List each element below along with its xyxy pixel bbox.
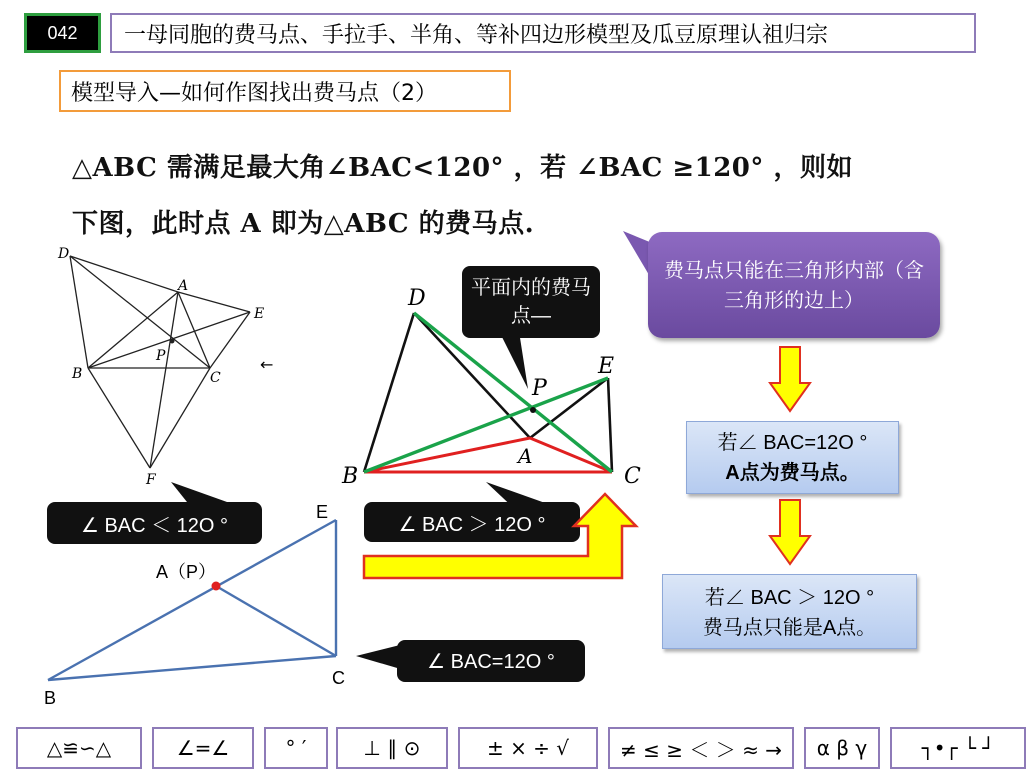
toolbar-btn-right-angle[interactable]: ┐•┌ └ ┘: [890, 727, 1026, 769]
down-arrow-1-icon: [768, 345, 812, 415]
edge-BA: [364, 438, 533, 472]
diagram-left: [50, 240, 290, 490]
edge-DA: [70, 256, 178, 292]
edge-BC: [48, 656, 336, 680]
label-D: D: [408, 286, 426, 311]
label-C: C: [332, 668, 345, 688]
label-B: B: [342, 464, 359, 489]
diagram-bottom: [30, 498, 370, 708]
edge-AC: [178, 292, 210, 368]
purple-callout: 费马点只能在三角形内部（含三角形的边上）: [648, 232, 940, 338]
line-AF: [150, 292, 178, 468]
label-C: C: [210, 370, 221, 386]
edge-BF: [88, 368, 150, 468]
edge-EC: [210, 312, 250, 368]
down-arrow-2-icon: [768, 498, 812, 568]
edge-DB: [70, 256, 88, 368]
toolbar-btn-congruence[interactable]: △≌∽△: [16, 727, 142, 769]
label-E: E: [254, 306, 265, 322]
label-D: D: [58, 246, 70, 262]
label-A: A: [518, 444, 533, 468]
conclusion-eq120-line2: A点为费马点。: [725, 462, 860, 484]
statement-line-1: △ABC 需满足最大角∠BAC<120° ，若 ∠BAC ≥120° ，则如: [72, 153, 853, 183]
point-P: [530, 407, 536, 413]
conclusion-gt120-line1: 若∠ BAC ＞ 12O °: [704, 587, 875, 609]
line-EB: [88, 312, 250, 368]
label-A: A: [178, 278, 189, 294]
label-P: P: [156, 348, 166, 364]
edge-EC: [608, 378, 612, 472]
label-B: B: [44, 688, 57, 708]
label-E: E: [316, 502, 329, 522]
edge-BE: [48, 520, 336, 680]
slide-number-badge: 042: [24, 13, 101, 53]
label-C: C: [624, 464, 641, 489]
edge-AC: [216, 586, 336, 656]
plane-fermat-callout: 平面内的费马点—: [462, 266, 600, 338]
label-E: E: [598, 354, 615, 379]
statement-line-2: 下图，此时点 A 即为△ABC 的费马点.: [72, 209, 535, 239]
bent-arrow-icon: [360, 490, 640, 590]
label-P: P: [532, 376, 547, 401]
edge-AC: [530, 438, 612, 472]
line-DC: [70, 256, 210, 368]
point-P: [170, 339, 175, 344]
toolbar-btn-angle-equal[interactable]: ∠=∠: [152, 727, 254, 769]
toolbar-btn-relations[interactable]: ≠ ≤ ≥ ＜ ＞ ≈ →: [608, 727, 794, 769]
section-subtitle: 模型导入—如何作图找出费马点（2）: [59, 70, 511, 112]
edge-AE: [178, 292, 250, 312]
conclusion-gt120-line2: 费马点只能是A点。: [702, 617, 877, 639]
toolbar-btn-perp-parallel[interactable]: ⊥ ∥ ⊙: [336, 727, 448, 769]
page-title: 一母同胞的费马点、手拉手、半角、等补四边形模型及瓜豆原理认祖归宗: [110, 13, 976, 53]
conclusion-box-gt120: [662, 574, 917, 649]
point-A-P: [212, 582, 221, 591]
conclusion-eq120-line1: 若∠ BAC=12O °: [717, 432, 868, 454]
label-F: F: [146, 472, 156, 488]
left-arrow-icon: ←: [260, 355, 274, 374]
edge-BD: [364, 313, 414, 472]
lt120-callout: ∠ BAC ＜ 12O °: [47, 502, 262, 544]
toolbar-btn-arith[interactable]: ± × ÷ √: [458, 727, 598, 769]
eq120-callout: ∠ BAC=12O °: [397, 640, 585, 682]
edge-CF: [150, 368, 210, 468]
conclusion-box-eq120: [686, 421, 899, 494]
label-B: B: [72, 366, 83, 382]
gt120-callout: ∠ BAC ＞ 12O °: [364, 502, 580, 542]
toolbar-btn-degree[interactable]: ° ′: [264, 727, 328, 769]
label-A-P: A（P）: [156, 562, 217, 582]
toolbar-btn-greek[interactable]: α β γ: [804, 727, 880, 769]
